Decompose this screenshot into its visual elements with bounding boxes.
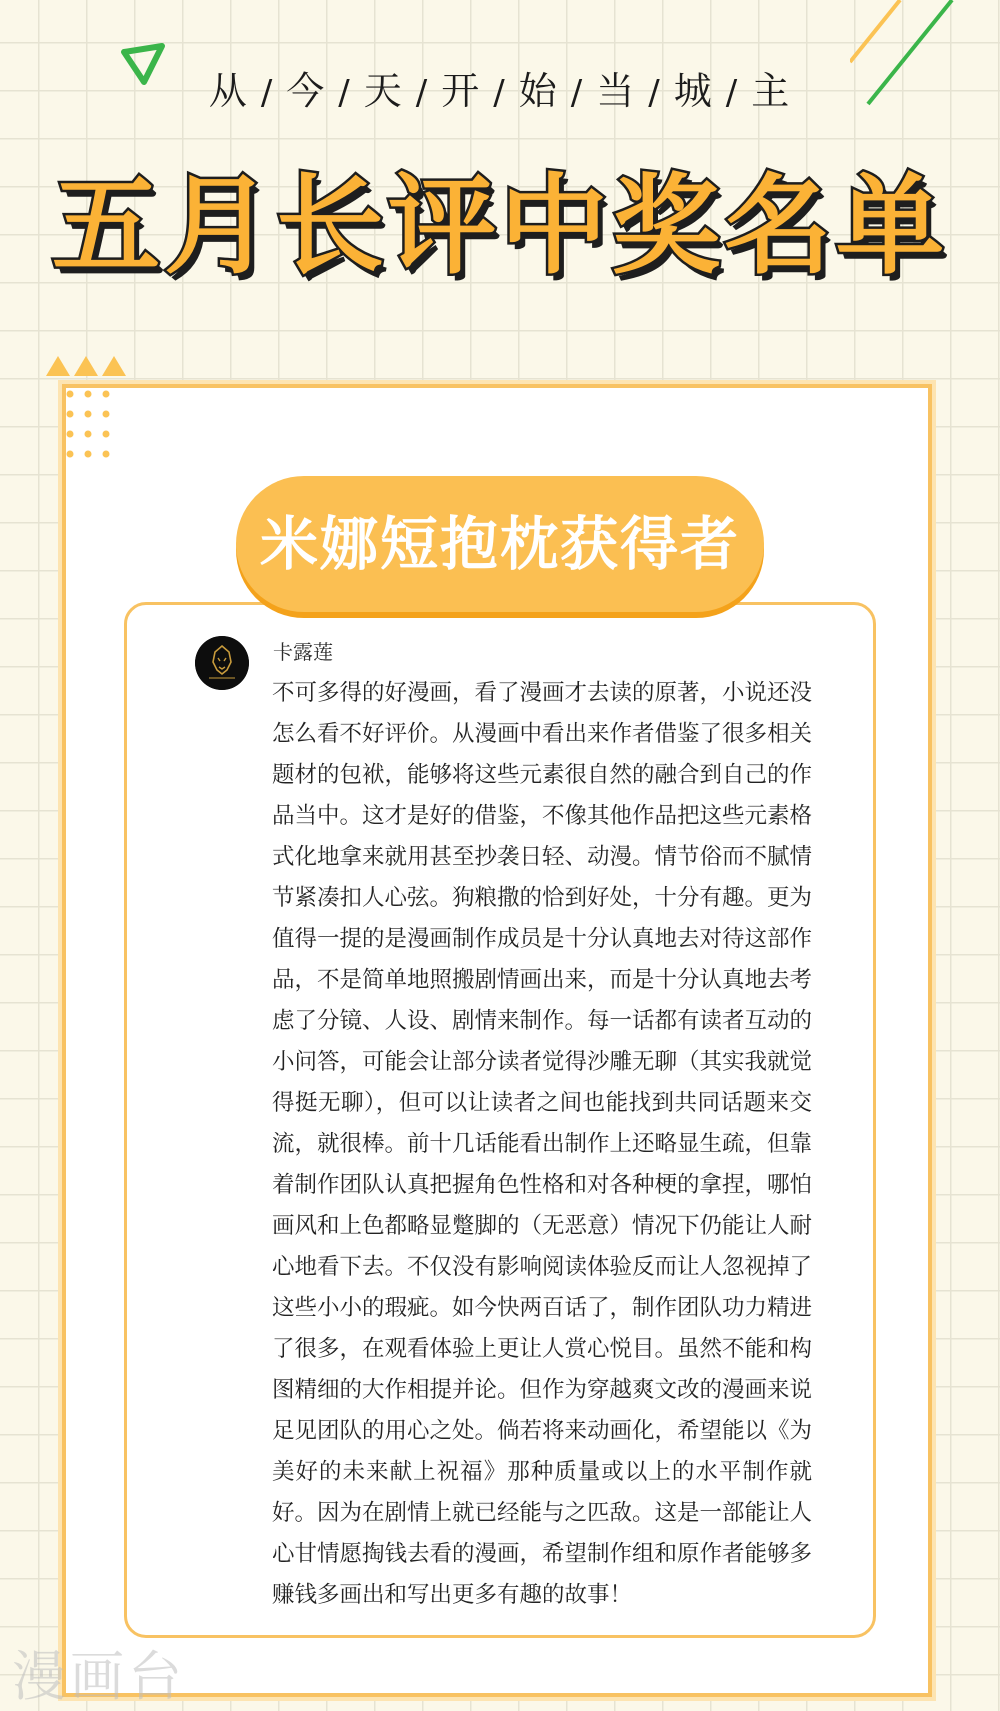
diagonal-lines-decoration [850, 0, 960, 110]
lion-crest-icon [195, 636, 249, 690]
review-text: 不可多得的好漫画，看了漫画才去读的原著，小说还没怎么看不好评价。从漫画中看出来作者借鉴了很多相关题材的包袱，能够将这些元素很自然的融合到自己的作品当中。这才是好的借鉴，不像其他作品把这些元素格式化地拿来就用甚至抄袭日轻、动漫。情节俗而不腻情节紧凑扣人心弦。狗粮撒的恰到好处，十分有趣。更为值得一提的是漫画制作成员是十分认真地去对待这部作品，不是简单地照搬剧情画出来，而是十分认真地去考虑了分镜、人设、剧情来制作。每一话都有读者互动的小问答，可能会让部分读者觉得沙雕无聊（其实我就觉得挺无聊），但可以让读者之间也能找到共同话题来交流，就很棒。前十几话能看出制作上还略显生疏，但靠着制作团队认真把握角色性格和对各种梗的拿捏，哪怕画风和上色都略显蹩脚的（无恶意）情况下仍能让人耐心地看下去。不仅没有影响阅读体验反而让人忽视掉了这些小小的瑕疵。如今快两百话了，制作团队功力精进了很多，在观看体验上更让人赏心悦目。虽然不能和构图精细的大作相提并论。但作为穿越爽文改的漫画来说足见团队的用心之处。倘若将来动画化，希望能以《为美好的未来献上祝福》那种质量或以上的水平制作就好。因为在剧情上就已经能与之匹敌。这是一部能让人心甘情愿掏钱去看的漫画，希望制作组和原作者能够多赚钱多画出和写出更多有趣的故事！ [272, 680, 813, 1608]
subtitle-char: 天 [363, 69, 404, 113]
main-title: 五月长评中奖名单 [51, 164, 948, 289]
subtitle-char: 始 [518, 69, 559, 113]
triangles-decoration [46, 352, 126, 378]
reviewer-name: 卡露莲 [273, 640, 333, 664]
subtitle: 从 / 今 / 天 / 开 / 始 / 当 / 城 / 主 [208, 69, 792, 113]
subtitle-char: 开 [441, 69, 482, 113]
subtitle-char: 主 [751, 69, 792, 113]
watermark: 漫画台 [12, 1645, 186, 1708]
avatar [195, 636, 249, 690]
dots-decoration [62, 386, 122, 476]
subtitle-char: 从 [208, 69, 249, 113]
subtitle-char: 当 [596, 69, 637, 113]
subtitle-char: 城 [673, 69, 714, 113]
prize-label: 米娜短抱枕获得者 [259, 510, 740, 578]
prize-banner [236, 476, 764, 612]
subtitle-char: 今 [286, 69, 327, 113]
